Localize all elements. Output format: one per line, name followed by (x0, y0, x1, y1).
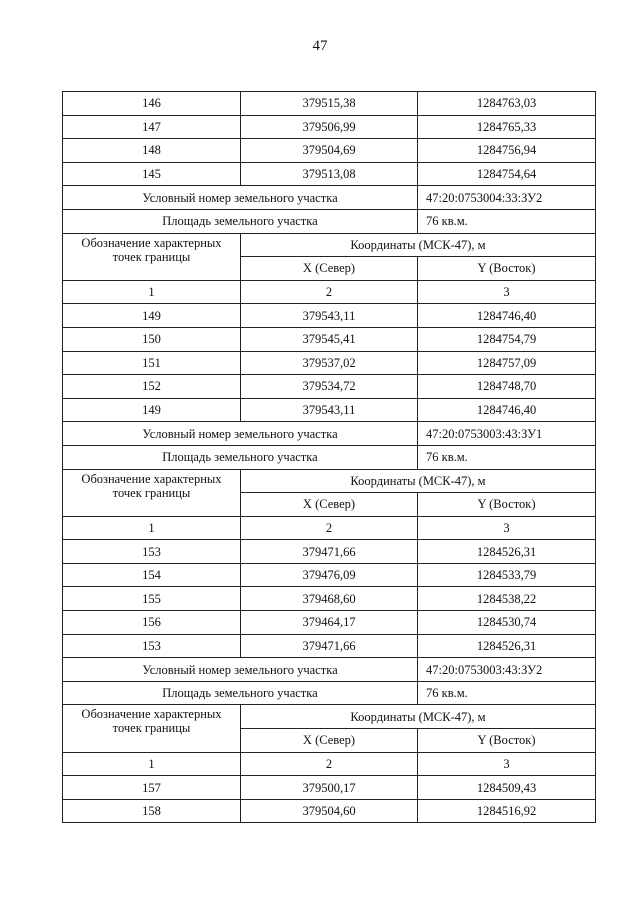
parcel-number-label: Условный номер земельного участка (63, 422, 418, 446)
y-header: Y (Восток) (418, 257, 596, 281)
area-label: Площадь земельного участка (63, 209, 418, 233)
table-row (63, 398, 596, 422)
table-row (63, 611, 596, 635)
area-row (63, 681, 596, 705)
column-number: 1 (63, 752, 241, 776)
area-value: 76 кв.м. (418, 681, 596, 705)
point-cell: 149 (63, 398, 241, 422)
x-cell: 379515,38 (241, 92, 418, 116)
x-cell: 379500,17 (241, 776, 418, 800)
table-row (63, 327, 596, 351)
point-cell: 149 (63, 304, 241, 328)
y-cell: 1284765,33 (418, 115, 596, 139)
parcel-number-row (63, 422, 596, 446)
table-row (63, 587, 596, 611)
point-cell: 152 (63, 375, 241, 399)
column-number: 3 (418, 516, 596, 540)
column-number: 1 (63, 516, 241, 540)
column-number: 2 (241, 752, 418, 776)
area-label: Площадь земельного участка (63, 681, 418, 705)
x-cell: 379468,60 (241, 587, 418, 611)
area-value: 76 кв.м. (418, 445, 596, 469)
coords-header: Координаты (МСК-47), м (241, 469, 596, 493)
table-row (63, 799, 596, 823)
x-cell: 379543,11 (241, 304, 418, 328)
table-row (63, 540, 596, 564)
table-row (63, 776, 596, 800)
area-value: 76 кв.м. (418, 209, 596, 233)
parcel-number-row (63, 186, 596, 210)
points-header: Обозначение характерных точек границы (63, 233, 241, 280)
x-cell: 379534,72 (241, 375, 418, 399)
point-cell: 146 (63, 92, 241, 116)
header-row (63, 469, 596, 493)
x-cell: 379537,02 (241, 351, 418, 375)
column-number-row (63, 752, 596, 776)
table-row (63, 375, 596, 399)
y-cell: 1284530,74 (418, 611, 596, 635)
point-cell: 154 (63, 563, 241, 587)
y-cell: 1284757,09 (418, 351, 596, 375)
parcel-number-label: Условный номер земельного участка (63, 186, 418, 210)
coords-header: Координаты (МСК-47), м (241, 705, 596, 729)
point-cell: 156 (63, 611, 241, 635)
points-header: Обозначение характерных точек границы (63, 705, 241, 752)
y-cell: 1284526,31 (418, 540, 596, 564)
table-row (63, 92, 596, 116)
x-cell: 379471,66 (241, 634, 418, 658)
point-cell: 157 (63, 776, 241, 800)
x-cell: 379543,11 (241, 398, 418, 422)
parcel-number-label: Условный номер земельного участка (63, 658, 418, 682)
header-row (63, 233, 596, 257)
page-number: 47 (312, 38, 328, 54)
y-header: Y (Восток) (418, 729, 596, 753)
area-row (63, 209, 596, 233)
column-number: 3 (418, 752, 596, 776)
coordinates-table (62, 91, 596, 823)
column-number: 3 (418, 280, 596, 304)
y-cell: 1284748,70 (418, 375, 596, 399)
parcel-number-value: 47:20:0753003:43:ЗУ1 (418, 422, 596, 446)
column-number: 2 (241, 280, 418, 304)
point-cell: 148 (63, 139, 241, 163)
table-row (63, 634, 596, 658)
x-cell: 379506,99 (241, 115, 418, 139)
table-row (63, 139, 596, 163)
table-row (63, 304, 596, 328)
table-row (63, 115, 596, 139)
point-cell: 151 (63, 351, 241, 375)
x-cell: 379504,60 (241, 799, 418, 823)
y-cell: 1284746,40 (418, 398, 596, 422)
point-cell: 155 (63, 587, 241, 611)
column-number-row (63, 516, 596, 540)
point-cell: 147 (63, 115, 241, 139)
parcel-number-row (63, 658, 596, 682)
x-header: X (Север) (241, 729, 418, 753)
y-cell: 1284516,92 (418, 799, 596, 823)
parcel-number-value: 47:20:0753004:33:ЗУ2 (418, 186, 596, 210)
x-header: X (Север) (241, 257, 418, 281)
x-cell: 379471,66 (241, 540, 418, 564)
point-cell: 158 (63, 799, 241, 823)
table-row (63, 351, 596, 375)
y-header: Y (Восток) (418, 493, 596, 517)
x-cell: 379504,69 (241, 139, 418, 163)
y-cell: 1284754,79 (418, 327, 596, 351)
y-cell: 1284526,31 (418, 634, 596, 658)
x-header: X (Север) (241, 493, 418, 517)
y-cell: 1284509,43 (418, 776, 596, 800)
area-row (63, 445, 596, 469)
point-cell: 150 (63, 327, 241, 351)
coords-header: Координаты (МСК-47), м (241, 233, 596, 257)
x-cell: 379464,17 (241, 611, 418, 635)
point-cell: 145 (63, 162, 241, 186)
x-cell: 379513,08 (241, 162, 418, 186)
table-row (63, 162, 596, 186)
area-label: Площадь земельного участка (63, 445, 418, 469)
y-cell: 1284756,94 (418, 139, 596, 163)
y-cell: 1284763,03 (418, 92, 596, 116)
points-header: Обозначение характерных точек границы (63, 469, 241, 516)
column-number: 1 (63, 280, 241, 304)
point-cell: 153 (63, 634, 241, 658)
y-cell: 1284533,79 (418, 563, 596, 587)
x-cell: 379476,09 (241, 563, 418, 587)
column-number: 2 (241, 516, 418, 540)
parcel-number-value: 47:20:0753003:43:ЗУ2 (418, 658, 596, 682)
header-row (63, 705, 596, 729)
column-number-row (63, 280, 596, 304)
x-cell: 379545,41 (241, 327, 418, 351)
point-cell: 153 (63, 540, 241, 564)
y-cell: 1284746,40 (418, 304, 596, 328)
y-cell: 1284754,64 (418, 162, 596, 186)
table-row (63, 563, 596, 587)
y-cell: 1284538,22 (418, 587, 596, 611)
